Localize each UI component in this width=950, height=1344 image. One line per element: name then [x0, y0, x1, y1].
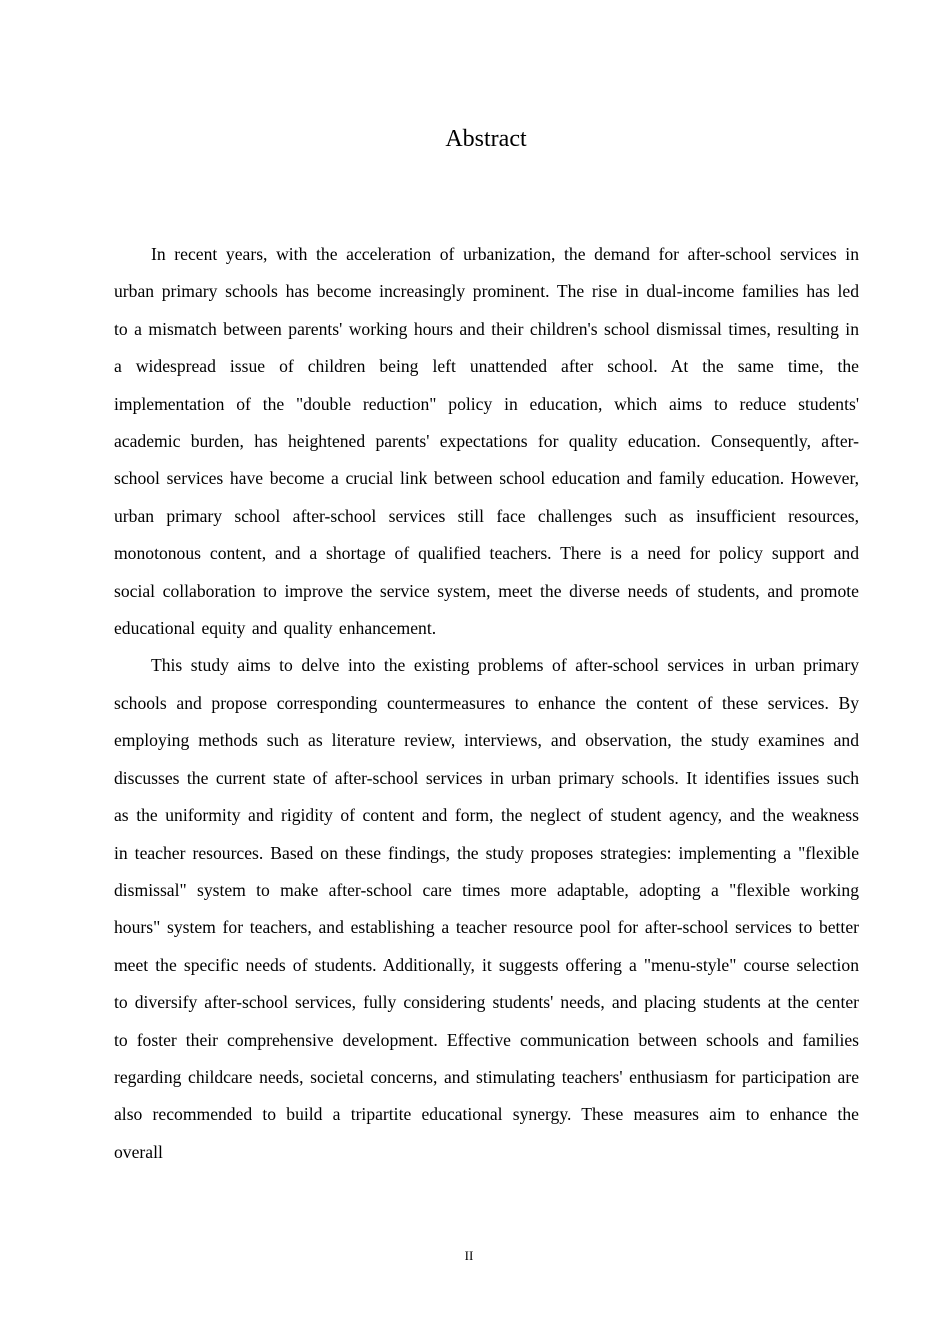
abstract-body	[114, 236, 859, 1171]
abstract-paragraph-2: This study aims to delve into the existing problems of after-school services in urban primary schools and propose corresponding countermeasures to enhance the content of these services. By employing methods such as literature review, interviews, and observation, the study examines and discusses the current state of after-school services in urban primary schools. It identifies issues such as the uniformity and rigidity of content and form, the neglect of student agency, and the weakness in teacher resources. Based on these findings, the study proposes strategies: implementing a "flexible dismissal" system to make after-school care times more adaptable, adopting a "flexible working hours" system for teachers, and establishing a teacher resource pool for after-school services to better meet the specific needs of students. Additionally, it suggests offering a "menu-style" course selection to diversify after-school services, fully considering students' needs, and placing students at the center to foster their comprehensive development. Effective communication between schools and families regarding childcare needs, societal concerns, and stimulating teachers' enthusiasm for participation are also recommended to build a tripartite educational synergy. These measures aim to enhance the overall	[114, 655, 859, 1162]
page-number: II	[464, 1248, 474, 1263]
page-title: Abstract	[445, 126, 527, 152]
abstract-paragraph-1: In recent years, with the acceleration of urbanization, the demand for after-school services in urban primary schools has become increasingly prominent. The rise in dual-income families has led to a mismatch between parents' working hours and their children's school dismissal times, resulting in a widespread issue of children being left unattended after school. At the same time, the implementation of the "double reduction" policy in education, which aims to reduce students' academic burden, has heightened parents' expectations for quality education. Consequently, after-school services have become a crucial link between school education and family education. However, urban primary school after-school services still face challenges such as insufficient resources, monotonous content, and a shortage of qualified teachers. There is a need for policy support and social collaboration to improve the service system, meet the diverse needs of students, and promote educational equity and quality enhancement.	[114, 244, 859, 639]
